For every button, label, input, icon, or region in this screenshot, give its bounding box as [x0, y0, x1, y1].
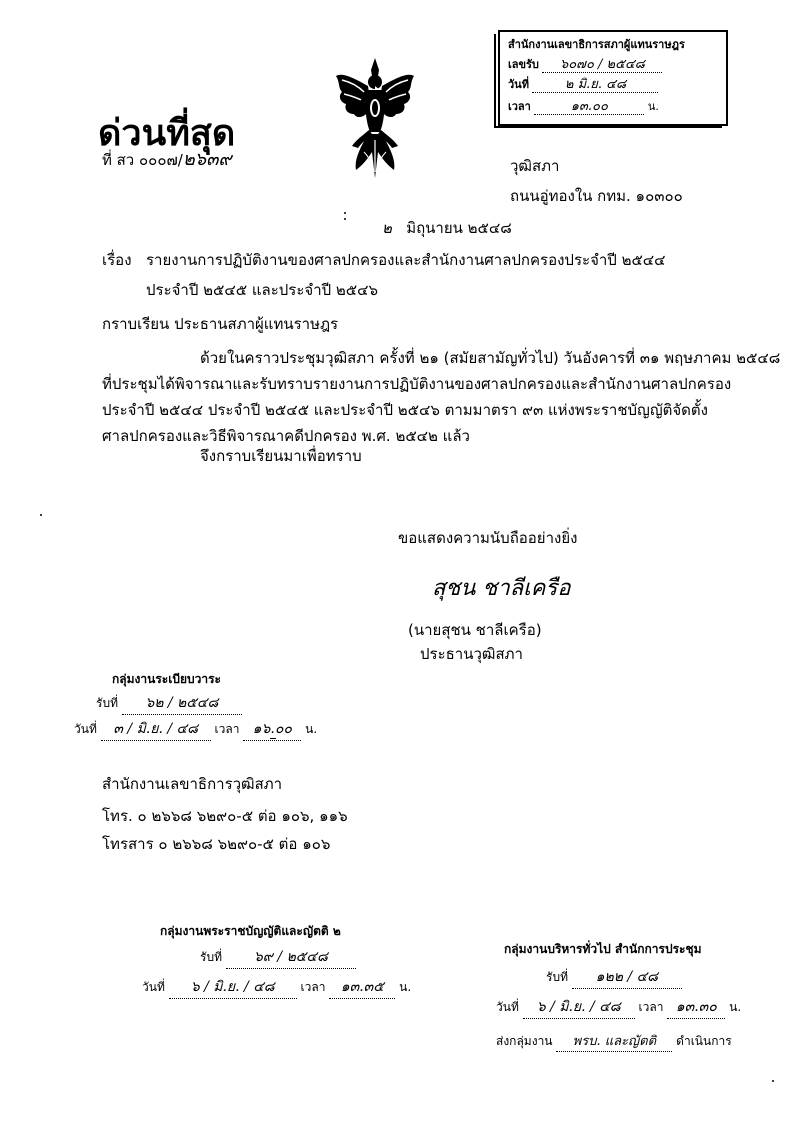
general-stamp-org: กลุ่มงานบริหารทั่วไป สำนักการประชุม — [504, 942, 702, 956]
office-fax: โทรสาร ๐ ๒๖๖๘ ๖๒๙๐-๕ ต่อ ๑๐๖ — [102, 835, 331, 853]
body-line-2: ที่ประชุมได้พิจารณาและรับทราบรายงานการปฏิบัติงานของศาลปกครองและสำนักงานศาลปกครอง — [102, 375, 732, 393]
scan-speck — [344, 218, 346, 220]
office-phone: โทร. ๐ ๒๖๖๘ ๖๒๙๐-๕ ต่อ ๑๐๖, ๑๑๖ — [102, 807, 348, 825]
document-number-prefix: ที่ สว ๐๐๐๗/ — [102, 151, 183, 169]
body-line-1: ด้วยในคราวประชุมวุฒิสภา ครั้งที่ ๒๑ (สมัยสามัญทั่วไป) วันอังคารที่ ๓๑ พฤษภาคม ๒๕๔๘ — [200, 349, 781, 367]
general-stamp-forward: ส่งกลุ่มงาน พรบ. และญัตติ ดำเนินการ — [496, 1030, 732, 1052]
signer-title: ประธานวุฒิสภา — [420, 645, 523, 663]
agenda-stamp-org: กลุ่มงานระเบียบวาระ — [112, 672, 221, 686]
legislation-stamp-org: กลุ่มงานพระราชบัญญัติและญัตติ ๒ — [160, 924, 341, 938]
general-stamp-number: รับที่ ๑๒๒ / ๔๘ — [546, 966, 682, 989]
agenda-stamp-date-value: ๓ / มิ.ย. / ๔๘ — [101, 718, 211, 741]
letter-date-month-year: มิถุนายน ๒๕๔๘ — [406, 219, 512, 237]
agenda-stamp-date: วันที่ ๓ / มิ.ย. / ๔๘ เวลา ๑๖.๐๐ น. — [74, 718, 317, 741]
subject-label: เรื่อง — [102, 251, 132, 269]
signer-name: (นายสุชน ชาลีเครือ) — [408, 621, 542, 639]
general-stamp-date-value: ๖ / มิ.ย. / ๔๘ — [523, 996, 635, 1019]
closing: ขอแสดงความนับถืออย่างยิ่ง — [398, 529, 578, 547]
agenda-stamp-number-value: ๖๒ / ๒๕๔๘ — [122, 692, 242, 715]
letter-date — [382, 218, 512, 238]
office-name: สำนักงานเลขาธิการวุฒิสภา — [102, 775, 283, 793]
receipt-stamp-number-value: ๖๐๗๐ / ๒๕๔๘ — [542, 58, 662, 73]
receipt-stamp-time-value: ๑๓.๐๐ — [534, 100, 644, 115]
legislation-stamp-date-value: ๖ / มิ.ย. / ๔๘ — [169, 976, 297, 999]
body-line-3: ประจำปี ๒๕๔๔ ประจำปี ๒๕๔๕ และประจำปี ๒๕๔๖ ตามมาตรา ๙๓ แห่งพระราชบัญญัติจัดตั้ง — [102, 401, 708, 419]
receipt-stamp-date-value: ๒ มิ.ย. ๔๘ — [532, 78, 658, 93]
subject-line-2: ประจำปี ๒๕๔๕ และประจำปี ๒๕๔๖ — [146, 281, 379, 299]
receipt-stamp — [498, 30, 728, 126]
general-stamp-time-value: ๑๓.๓๐ — [667, 996, 725, 1019]
general-stamp-number-value: ๑๒๒ / ๔๘ — [572, 966, 682, 989]
receipt-stamp-time: เวลา ๑๓.๐๐ น. — [508, 99, 659, 114]
sender-org: วุฒิสภา — [510, 157, 560, 175]
subject-line-1: รายงานการปฏิบัติงานของศาลปกครองและสำนักงานศาลปกครองประจำปี ๒๕๔๔ — [146, 251, 666, 269]
agenda-stamp-time-value: ๑๖.๐๐ — [243, 718, 301, 741]
scan-speck — [772, 1080, 774, 1082]
handwritten-signature: สุชน ชาลีเครือ — [432, 576, 571, 601]
scan-speck — [344, 212, 346, 214]
garuda-emblem-icon — [334, 56, 416, 180]
receipt-stamp-date: วันที่ ๒ มิ.ย. ๔๘ — [508, 78, 658, 93]
general-stamp-date: วันที่ ๖ / มิ.ย. / ๔๘ เวลา ๑๓.๓๐ น. — [496, 996, 741, 1019]
salutation: กราบเรียน ประธานสภาผู้แทนราษฎร — [102, 315, 339, 333]
document-number — [102, 150, 232, 170]
legislation-stamp-date: วันที่ ๖ / มิ.ย. / ๔๘ เวลา ๑๓.๓๕ น. — [142, 976, 411, 999]
legislation-stamp-number: รับที่ ๖๙ / ๒๕๔๘ — [200, 946, 356, 969]
body-line-4: ศาลปกครองและวิธีพิจารณาคดีปกครอง พ.ศ. ๒๕๔๒ แล้ว — [102, 427, 470, 445]
scan-speck — [40, 514, 42, 516]
stamp-edge — [270, 738, 276, 739]
document-number-handwritten: ๒๖๓๙ — [182, 149, 232, 170]
legislation-stamp-number-value: ๖๙ / ๒๕๔๘ — [226, 946, 356, 969]
general-stamp-forward-value: พรบ. และญัตติ — [556, 1030, 672, 1052]
agenda-stamp-number: รับที่ ๖๒ / ๒๕๔๘ — [96, 692, 242, 715]
sender-address: ถนนอู่ทองใน กทม. ๑๐๓๐๐ — [510, 187, 683, 205]
letter-date-day: ๒ — [382, 219, 392, 237]
receipt-stamp-org: สำนักงานเลขาธิการสภาผู้แทนราษฎร — [508, 38, 685, 51]
body-line-5: จึงกราบเรียนมาเพื่อทราบ — [200, 447, 362, 465]
urgency-label: ด่วนที่สุด — [98, 113, 236, 154]
receipt-stamp-number: เลขรับ ๖๐๗๐ / ๒๕๔๘ — [508, 58, 662, 73]
legislation-stamp-time-value: ๑๓.๓๕ — [329, 976, 395, 999]
